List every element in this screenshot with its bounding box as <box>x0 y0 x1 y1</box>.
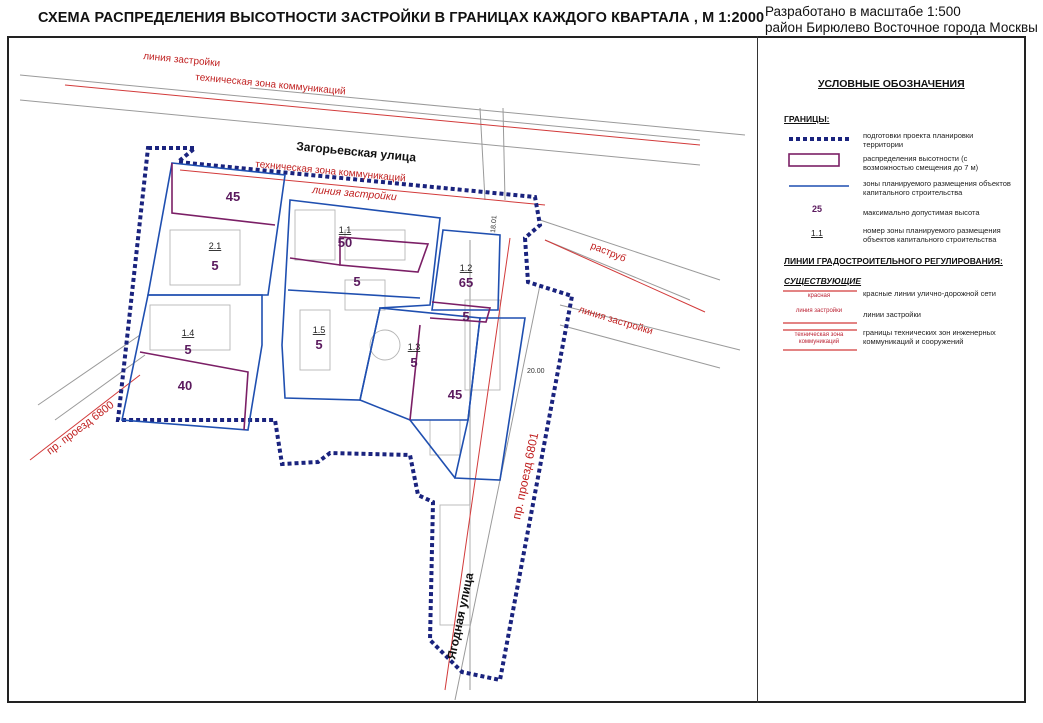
legend-text: границы технических зон инженерных коммуникаций и сооружений <box>863 328 996 346</box>
dimension-18: 18.01 <box>490 215 499 234</box>
street-proezd-6801: пр. проезд 6801 <box>509 431 542 521</box>
height-label: 45 <box>225 189 241 204</box>
legend-text: линии застройки <box>863 310 921 319</box>
district-name: район Бирюлево Восточное города Москвы <box>765 20 1038 35</box>
annotation-liniya-right: линия застройки <box>577 304 655 338</box>
zone-number: 1.3 <box>407 342 421 352</box>
legend-height-border-symbol <box>788 153 840 167</box>
height-label: 5 <box>353 274 361 289</box>
street-rastrub: раструб <box>588 240 628 265</box>
legend-text: распределения высотности (с возможностью смещения до 7 м) <box>863 154 979 172</box>
street-zagoryevskaya: Загорьевская улица <box>295 139 417 165</box>
legend-title: УСЛОВНЫЕ ОБОЗНАЧЕНИЯ <box>818 78 965 90</box>
height-label: 40 <box>177 378 193 393</box>
zone-height: 5 <box>410 355 418 370</box>
legend-text: подготовки проекта планировки территории <box>863 131 974 149</box>
street-yagodnaya: Ягодная улица <box>444 571 477 661</box>
zone-height: 50 <box>337 235 353 250</box>
map-title: СХЕМА РАСПРЕДЕЛЕНИЯ ВЫСОТНОСТИ ЗАСТРОЙКИ В ГРАНИЦАХ КАЖДОГО КВАРТАЛА , М 1:2000 <box>38 10 765 26</box>
legend-line-label: техническая зона коммуникаций <box>794 332 844 345</box>
height-label: 5 <box>462 309 470 324</box>
header-info <box>765 4 1038 36</box>
legend-text: максимально допустимая высота <box>863 208 980 217</box>
zone-number: 1.1 <box>338 225 352 235</box>
zone-number: 1.2 <box>459 263 473 273</box>
street-proezd-6800: пр. проезд 6800 <box>44 399 117 458</box>
legend-text: зоны планируемого размещения объектов капитального строительства <box>863 179 1011 197</box>
zone-height: 5 <box>211 258 219 273</box>
legend-zone-border-symbol <box>788 183 850 189</box>
legend-text: красные линии улично-дорожной сети <box>863 289 996 298</box>
legend-line-label: красная <box>807 293 831 299</box>
legend-building-line-symbol <box>782 313 858 327</box>
annotation-liniya-inner: линия застройки <box>311 184 398 204</box>
site-plan-map <box>9 38 755 700</box>
legend-existing-heading: СУЩЕСТВУЮЩИЕ <box>784 276 862 286</box>
legend-borders-heading: ГРАНИЦЫ: <box>784 114 830 124</box>
legend-zone-number-symbol: 1.1 <box>811 228 823 238</box>
legend-height-symbol: 25 <box>812 204 823 214</box>
legend-panel <box>760 38 1022 700</box>
dimension-20: 20.00 <box>527 368 545 375</box>
legend-text: номер зоны планируемого размещения объектов капитального строительства <box>863 226 1001 244</box>
zone-number: 1.5 <box>312 325 326 335</box>
annotation-liniya-top: линия застройки <box>142 51 221 70</box>
zone-number: 2.1 <box>208 241 222 251</box>
legend-line-label: линия застройки <box>795 308 843 314</box>
legend-regulation-heading: ЛИНИИ ГРАДОСТРОИТЕЛЬНОГО РЕГУЛИРОВАНИЯ: <box>784 256 1003 266</box>
annotation-tech-zone-mid: техническая зона коммуникаций <box>254 159 407 185</box>
zone-number: 1.4 <box>181 328 195 338</box>
scale-note: Разработано в масштабе 1:500 <box>765 4 961 19</box>
zone-height: 5 <box>315 337 323 352</box>
height-label: 45 <box>447 387 463 402</box>
annotation-tech-zone-top: техническая зона коммуникаций <box>194 72 347 98</box>
legend-planning-border-symbol <box>788 135 850 143</box>
zone-height: 5 <box>184 342 192 357</box>
legend-divider <box>757 36 758 703</box>
zone-height: 65 <box>458 275 474 290</box>
existing-buildings <box>150 210 500 625</box>
